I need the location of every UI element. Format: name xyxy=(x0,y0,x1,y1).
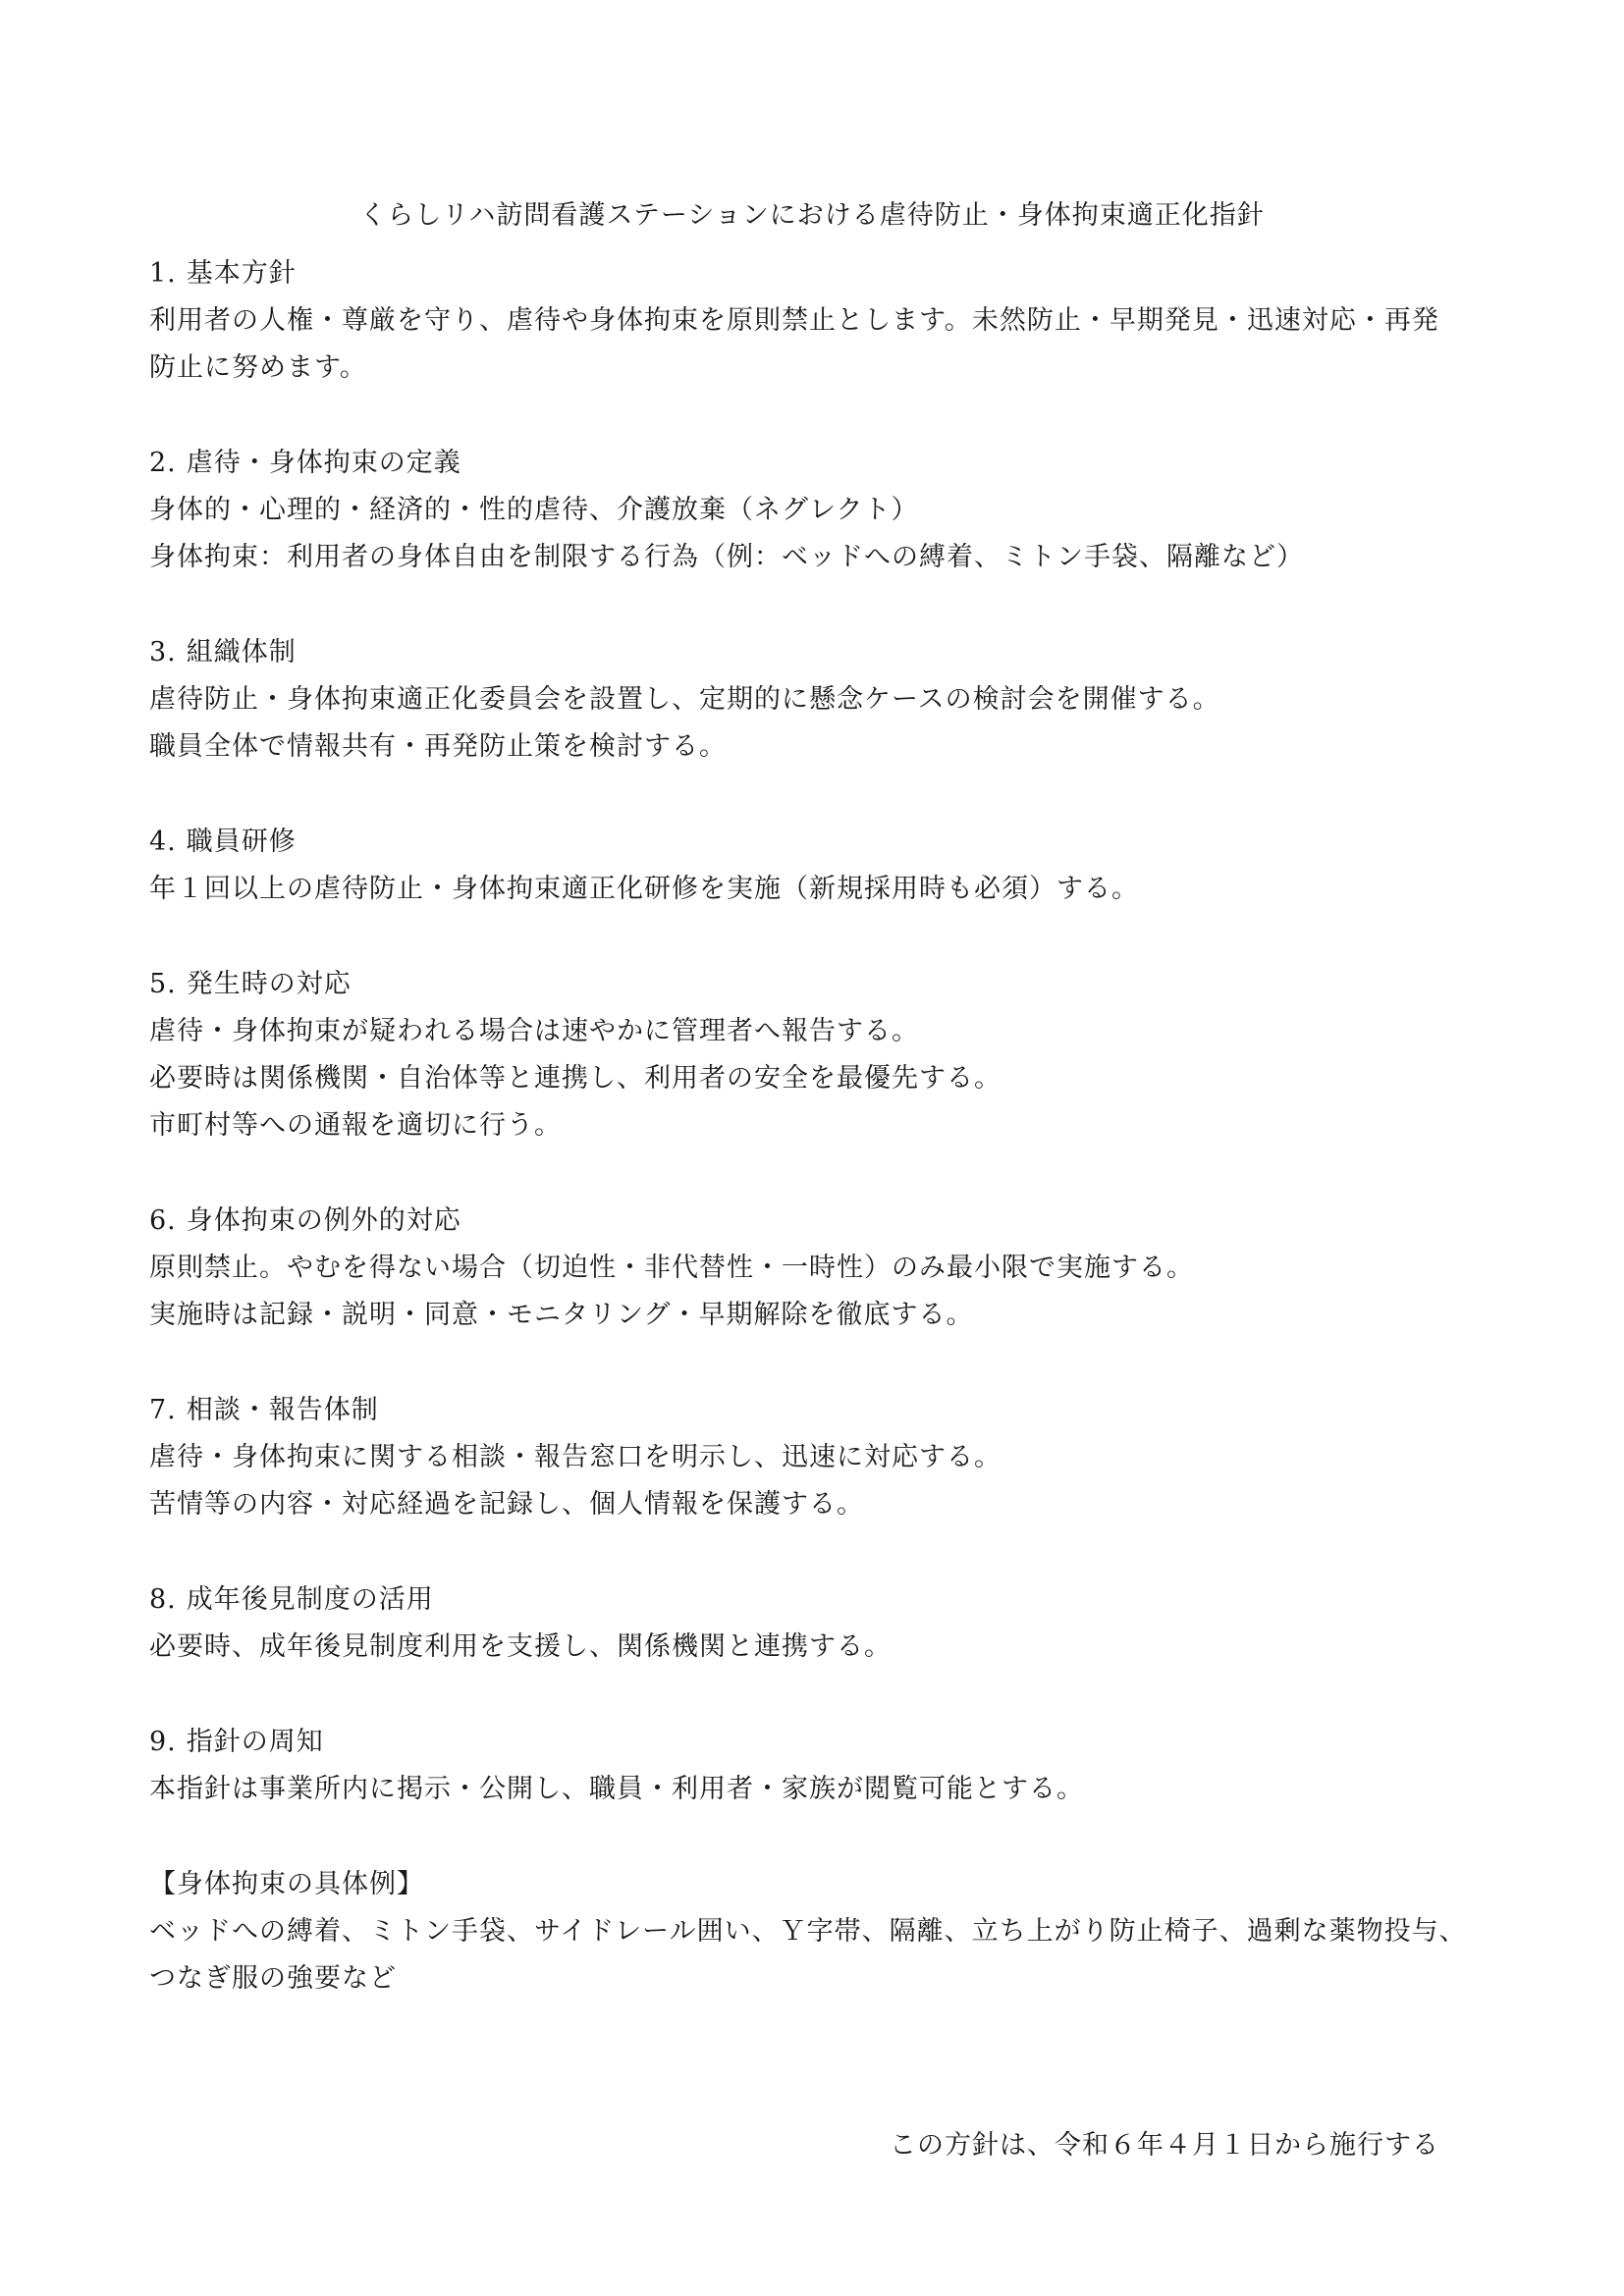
section-text-line: 防止に努めます。 xyxy=(149,352,367,383)
section-number: 5. xyxy=(149,969,177,999)
section-number: 7. xyxy=(149,1395,177,1425)
section-heading xyxy=(149,961,1504,1008)
section-restraint-exceptions xyxy=(149,1198,1504,1339)
examples-text-line: ベッドへの縛着、ミトン手袋、サイドレール囲い、Ｙ字帯、隔離、立ち上がり防止椅子、過剰な薬物投与、 xyxy=(149,1916,1467,1947)
section-publicity xyxy=(149,1719,1504,1813)
section-title: 職員研修 xyxy=(186,827,297,857)
section-title: 成年後見制度の活用 xyxy=(186,1584,434,1615)
section-guardianship xyxy=(149,1576,1504,1671)
section-text-line: 職員全体で情報共有・再発防止策を検討する。 xyxy=(149,731,727,762)
section-heading xyxy=(149,250,1504,297)
section-organization xyxy=(149,629,1504,771)
document-title: くらしリハ訪問看護ステーションにおける虐待防止・身体拘束適正化指針 xyxy=(359,200,1265,231)
section-heading xyxy=(149,1387,1504,1434)
examples-text-line: つなぎ服の強要など xyxy=(149,1963,397,1994)
section-staff-training xyxy=(149,819,1504,913)
section-basic-policy xyxy=(149,250,1504,392)
section-text-line: 年１回以上の虐待防止・身体拘束適正化研修を実施（新規採用時も必須）する。 xyxy=(149,874,1139,904)
section-number: 3. xyxy=(149,637,177,667)
section-number: 9. xyxy=(149,1727,177,1757)
section-title: 組織体制 xyxy=(186,637,297,667)
section-heading xyxy=(149,1719,1504,1766)
section-title: 虐待・身体拘束の定義 xyxy=(186,448,461,478)
section-heading xyxy=(149,1576,1504,1624)
section-heading xyxy=(149,1198,1504,1245)
effective-date-note: この方針は、令和６年４月１日から施行する xyxy=(890,2130,1439,2161)
section-text-line: 虐待防止・身体拘束適正化委員会を設置し、定期的に懸念ケースの検討会を開催する。 xyxy=(149,684,1220,715)
section-title: 相談・報告体制 xyxy=(186,1395,379,1425)
section-consultation-reporting xyxy=(149,1387,1504,1528)
section-title: 身体拘束の例外的対応 xyxy=(186,1205,461,1236)
section-title: 指針の周知 xyxy=(186,1727,324,1757)
section-incident-response xyxy=(149,961,1504,1149)
section-text-line: 利用者の人権・尊厳を守り、虐待や身体拘束を原則禁止とします。未然防止・早期発見・迅速対応・再発 xyxy=(149,305,1439,336)
section-heading xyxy=(149,629,1504,676)
section-text-line: 苦情等の内容・対応経過を記録し、個人情報を保護する。 xyxy=(149,1489,864,1520)
document-body xyxy=(149,250,1504,2002)
section-text-line: 必要時、成年後見制度利用を支援し、関係機関と連携する。 xyxy=(149,1631,892,1662)
section-text-line: 虐待・身体拘束が疑われる場合は速やかに管理者へ報告する。 xyxy=(149,1016,919,1046)
section-heading xyxy=(149,440,1504,487)
section-number: 2. xyxy=(149,448,177,478)
section-text-line: 実施時は記録・説明・同意・モニタリング・早期解除を徹底する。 xyxy=(149,1300,974,1330)
section-text-line: 本指針は事業所内に掲示・公開し、職員・利用者・家族が閲覧可能とする。 xyxy=(149,1774,1084,1804)
section-text-line: 市町村等への通報を適切に行う。 xyxy=(149,1110,562,1141)
section-number: 6. xyxy=(149,1205,177,1236)
section-text-line: 身体的・心理的・経済的・性的虐待、介護放棄（ネグレクト） xyxy=(149,495,919,525)
section-text-line: 身体拘束：利用者の身体自由を制限する行為（例：ベッドへの縛着、ミトン手袋、隔離など） xyxy=(149,542,1304,572)
section-definitions xyxy=(149,440,1504,581)
section-title: 発生時の対応 xyxy=(186,969,352,999)
section-text-line: 原則禁止。やむを得ない場合（切迫性・非代替性・一時性）のみ最小限で実施する。 xyxy=(149,1253,1194,1283)
section-number: 1. xyxy=(149,258,177,289)
restraint-examples xyxy=(149,1861,1504,2002)
section-heading xyxy=(149,819,1504,866)
section-number: 8. xyxy=(149,1584,177,1615)
examples-heading: 【身体拘束の具体例】 xyxy=(149,1869,424,1899)
section-title: 基本方針 xyxy=(186,258,297,289)
section-text-line: 虐待・身体拘束に関する相談・報告窓口を明示し、迅速に対応する。 xyxy=(149,1442,1001,1472)
section-text-line: 必要時は関係機関・自治体等と連携し、利用者の安全を最優先する。 xyxy=(149,1063,1001,1094)
section-number: 4. xyxy=(149,827,177,857)
